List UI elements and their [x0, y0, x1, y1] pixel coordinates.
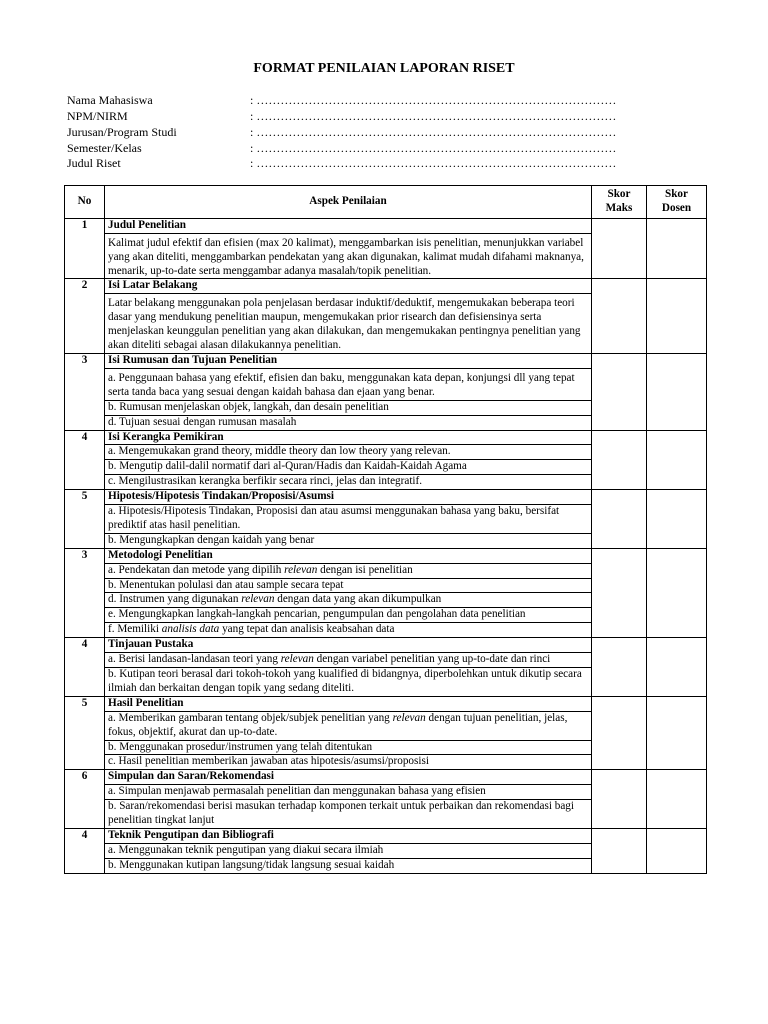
identity-fill-line[interactable]: : ……………………………………………………………………………… — [250, 93, 617, 107]
score-lecturer-cell[interactable] — [647, 490, 707, 549]
score-max-cell[interactable] — [592, 430, 647, 490]
table-row — [65, 279, 707, 294]
row-number: 3 — [65, 353, 105, 430]
identity-fill-line[interactable]: : ……………………………………………………………………………… — [250, 125, 617, 139]
identity-row-judul — [67, 155, 687, 171]
score-max-cell[interactable] — [592, 353, 647, 430]
identity-fill-line[interactable]: : ……………………………………………………………………………… — [250, 109, 617, 123]
table-row — [65, 770, 707, 785]
score-max-cell[interactable] — [592, 279, 647, 354]
section-heading: Judul Penelitian — [105, 218, 592, 233]
criterion-text: b. Kutipan teori berasal dari tokoh-tokoh yang kualified di bidangnya, diperbolehkan untuk dikutip secara ilmiah dan berkaitan dengan topik yang sedang diteliti. — [105, 668, 592, 697]
identity-row-jurusan — [67, 124, 687, 140]
score-max-cell[interactable] — [592, 828, 647, 873]
criterion-text: e. Mengungkapkan langkah-langkah pencarian, pengumpulan dan pengolahan data penelitian — [105, 608, 592, 623]
header-aspek: Aspek Penilaian — [105, 186, 592, 219]
identity-fill-line[interactable]: : ……………………………………………………………………………… — [250, 141, 617, 155]
criterion-text: b. Mengungkapkan dengan kaidah yang benar — [105, 533, 592, 548]
score-lecturer-cell[interactable] — [647, 279, 707, 354]
identity-row-semester — [67, 140, 687, 156]
row-number: 5 — [65, 696, 105, 770]
row-number: 1 — [65, 218, 105, 279]
score-lecturer-cell[interactable] — [647, 353, 707, 430]
identity-label: NPM/NIRM — [67, 109, 128, 123]
document-title: FORMAT PENILAIAN LAPORAN RISET — [253, 61, 515, 76]
score-lecturer-cell[interactable] — [647, 218, 707, 279]
score-max-cell[interactable] — [592, 696, 647, 770]
criterion-text: a. Berisi landasan-landasan teori yang relevan dengan variabel penelitian yang up-to-date dan rinci — [105, 653, 592, 668]
criterion-text: b. Mengutip dalil-dalil normatif dari al-Quran/Hadis dan Kaidah-Kaidah Agama — [105, 460, 592, 475]
score-lecturer-cell[interactable] — [647, 828, 707, 873]
table-row — [65, 548, 707, 563]
section-heading: Isi Rumusan dan Tujuan Penelitian — [105, 353, 592, 368]
section-heading: Isi Kerangka Pemikiran — [105, 430, 592, 445]
criterion-text: c. Mengilustrasikan kerangka berfikir secara rinci, jelas dan integratif. — [105, 475, 592, 490]
score-lecturer-cell[interactable] — [647, 548, 707, 637]
criterion-text: Latar belakang menggunakan pola penjelasan berdasar induktif/deduktif, mengemukakan beberapa teori dasar yang mendukung penelitian maupun, mengemukakan prior risearch dan defisiensinya serta menjelaskan keunggulan penelitian yang akan dilakukan, dan mengemukakan pentingnya penelitian yang akan diteliti sebagai alasan dilakukannya penelitian. — [105, 294, 592, 354]
table-row — [65, 696, 707, 711]
row-number: 4 — [65, 828, 105, 873]
row-number: 4 — [65, 638, 105, 697]
identity-label: Judul Riset — [67, 156, 121, 170]
section-heading: Hipotesis/Hipotesis Tindakan/Proposisi/Asumsi — [105, 490, 592, 505]
score-max-cell[interactable] — [592, 490, 647, 549]
criterion-text: c. Hasil penelitian memberikan jawaban atas hipotesis/asumsi/proposisi — [105, 755, 592, 770]
table-row — [65, 490, 707, 505]
score-max-cell[interactable] — [592, 548, 647, 637]
criterion-text: d. Instrumen yang digunakan relevan dengan data yang akan dikumpulkan — [105, 593, 592, 608]
score-max-cell[interactable] — [592, 218, 647, 279]
row-number: 5 — [65, 490, 105, 549]
criterion-text: b. Menggunakan kutipan langsung/tidak langsung sesuai kaidah — [105, 858, 592, 873]
criterion-text: f. Memiliki analisis data yang tepat dan analisis keabsahan data — [105, 623, 592, 638]
criterion-text: d. Tujuan sesuai dengan rumusan masalah — [105, 415, 592, 430]
row-number: 2 — [65, 279, 105, 354]
table-row — [65, 218, 707, 233]
score-max-cell[interactable] — [592, 770, 647, 829]
row-number: 4 — [65, 430, 105, 490]
criterion-text: b. Saran/rekomendasi berisi masukan terhadap komponen terkait untuk perbaikan dan rekomendasi bagi penelitian tingkat lanjut — [105, 800, 592, 829]
identity-row-nama — [67, 92, 687, 108]
section-heading: Hasil Penelitian — [105, 696, 592, 711]
identity-row-npm — [67, 108, 687, 124]
score-lecturer-cell[interactable] — [647, 638, 707, 697]
score-lecturer-cell[interactable] — [647, 430, 707, 490]
identity-fill-line[interactable]: : ……………………………………………………………………………… — [250, 156, 617, 170]
table-row — [65, 353, 707, 368]
criterion-text: a. Simpulan menjawab permasalah penelitian dan menggunakan bahasa yang efisien — [105, 785, 592, 800]
section-heading: Isi Latar Belakang — [105, 279, 592, 294]
criterion-text: Kalimat judul efektif dan efisien (max 20 kalimat), menggambarkan isis penelitian, menunjukkan variabel yang akan diteliti, menggambarkan pendekatan yang akan digunakan, kalimat mudah difahami maknanya, menarik, up-to-date serta menggambar adanya masalah/topik penelitian. — [105, 233, 592, 279]
identity-label: Nama Mahasiswa — [67, 93, 153, 107]
table-row — [65, 638, 707, 653]
row-number: 6 — [65, 770, 105, 829]
criterion-text: a. Mengemukakan grand theory, middle theory dan low theory yang relevan. — [105, 445, 592, 460]
criterion-text: a. Hipotesis/Hipotesis Tindakan, Proposisi dan atau asumsi menggunakan bahasa yang baku, bersifat prediktif atas hasil penelitian. — [105, 505, 592, 534]
section-heading: Teknik Pengutipan dan Bibliografi — [105, 828, 592, 843]
criterion-text: b. Menggunakan prosedur/instrumen yang telah ditentukan — [105, 740, 592, 755]
criterion-text: b. Rumusan menjelaskan objek, langkah, dan desain penelitian — [105, 400, 592, 415]
score-lecturer-cell[interactable] — [647, 770, 707, 829]
header-skor-dosen: Skor Dosen — [647, 186, 707, 219]
table-body — [65, 218, 707, 873]
section-heading: Simpulan dan Saran/Rekomendasi — [105, 770, 592, 785]
section-heading: Metodologi Penelitian — [105, 548, 592, 563]
criterion-text: a. Pendekatan dan metode yang dipilih relevan dengan isi penelitian — [105, 563, 592, 578]
score-lecturer-cell[interactable] — [647, 696, 707, 770]
table-header-row — [65, 186, 707, 219]
row-number: 3 — [65, 548, 105, 637]
criterion-text: a. Penggunaan bahasa yang efektif, efisien dan baku, menggunakan kata depan, konjungsi dll yang tepat serta tanda baca yang sesuai dengan kaidah bahasa dan ejaan yang benar. — [105, 368, 592, 400]
identity-label: Semester/Kelas — [67, 141, 142, 155]
criterion-text: a. Menggunakan teknik pengutipan yang diakui secara ilmiah — [105, 843, 592, 858]
table-row — [65, 430, 707, 445]
criterion-text: b. Menentukan polulasi dan atau sample secara tepat — [105, 578, 592, 593]
identity-label: Jurusan/Program Studi — [67, 125, 177, 139]
table-row — [65, 828, 707, 843]
criterion-text: a. Memberikan gambaran tentang objek/subjek penelitian yang relevan dengan tujuan penelitian, jelas, fokus, objektif, akurat dan up-to-date. — [105, 711, 592, 740]
score-max-cell[interactable] — [592, 638, 647, 697]
section-heading: Tinjauan Pustaka — [105, 638, 592, 653]
assessment-table — [64, 185, 707, 874]
header-skor-maks: Skor Maks — [592, 186, 647, 219]
header-no: No — [65, 186, 105, 219]
